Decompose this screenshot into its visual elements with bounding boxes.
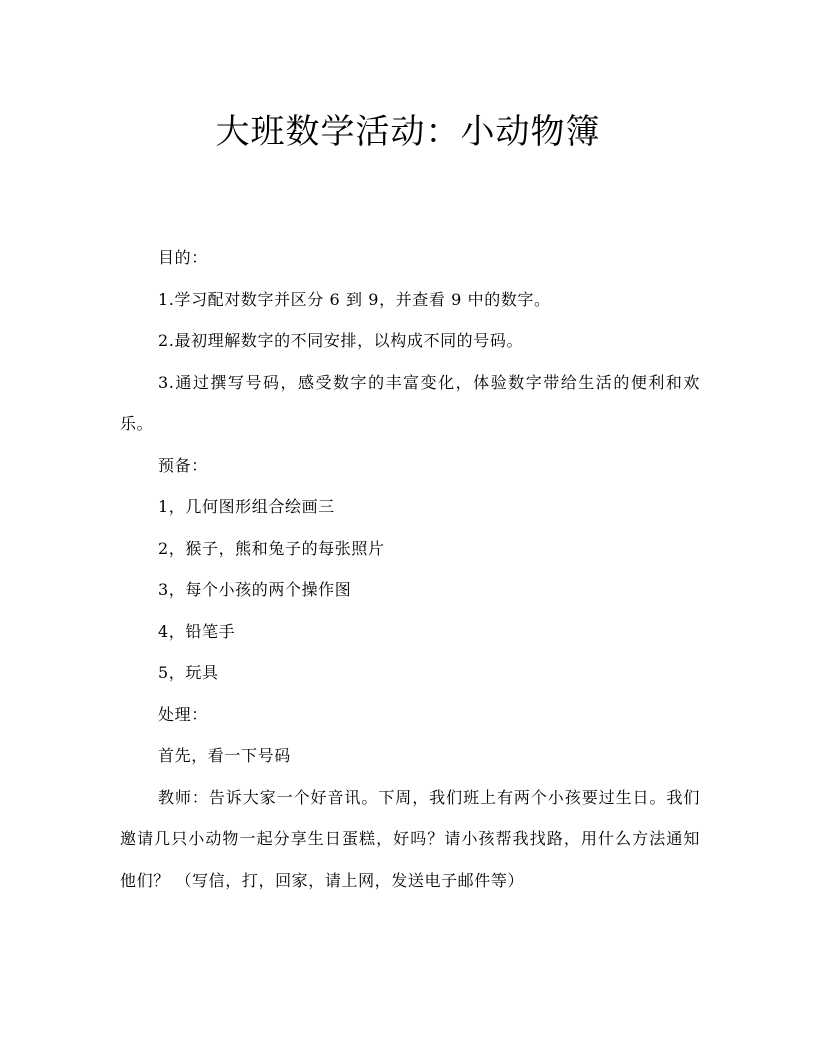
paragraph-teacher-dialogue: 教师：告诉大家一个好音讯。下周，我们班上有两个小孩要过生日。我们邀请几只小动物一起分享生日蛋糕，好吗？请小孩帮我找路，用什么方法通知他们？ （写信，打，回家，请上网，发送电子邮件等）	[120, 787, 700, 890]
paragraph-preparation-2: 2，猴子，熊和兔子的每张照片	[158, 538, 385, 558]
paragraph-preparation-4: 4，铅笔手	[158, 621, 236, 641]
paragraph-preparation-heading: 预备：	[158, 455, 208, 475]
document-body	[120, 237, 700, 901]
paragraph-objective-2: 2.最初理解数字的不同安排，以构成不同的号码。	[158, 331, 524, 350]
paragraph-preparation-1: 1，几何图形组合绘画三	[158, 497, 335, 516]
paragraph-objective-1: 1.学习配对数字并区分 6 到 9，并查看 9 中的数字。	[158, 289, 551, 309]
paragraph-preparation-3: 3，每个小孩的两个操作图	[158, 580, 352, 599]
paragraph-preparation-5: 5，玩具	[158, 663, 219, 682]
paragraph-process-step-1: 首先，看一下号码	[158, 746, 291, 765]
paragraph-objectives-heading: 目的：	[158, 248, 208, 267]
document-title: 大班数学活动：小动物簿	[215, 112, 601, 152]
paragraph-objective-3: 3.通过撰写号码，感受数字的丰富变化，体验数字带给生活的便利和欢乐。	[120, 372, 700, 433]
paragraph-process-heading: 处理：	[158, 704, 208, 724]
